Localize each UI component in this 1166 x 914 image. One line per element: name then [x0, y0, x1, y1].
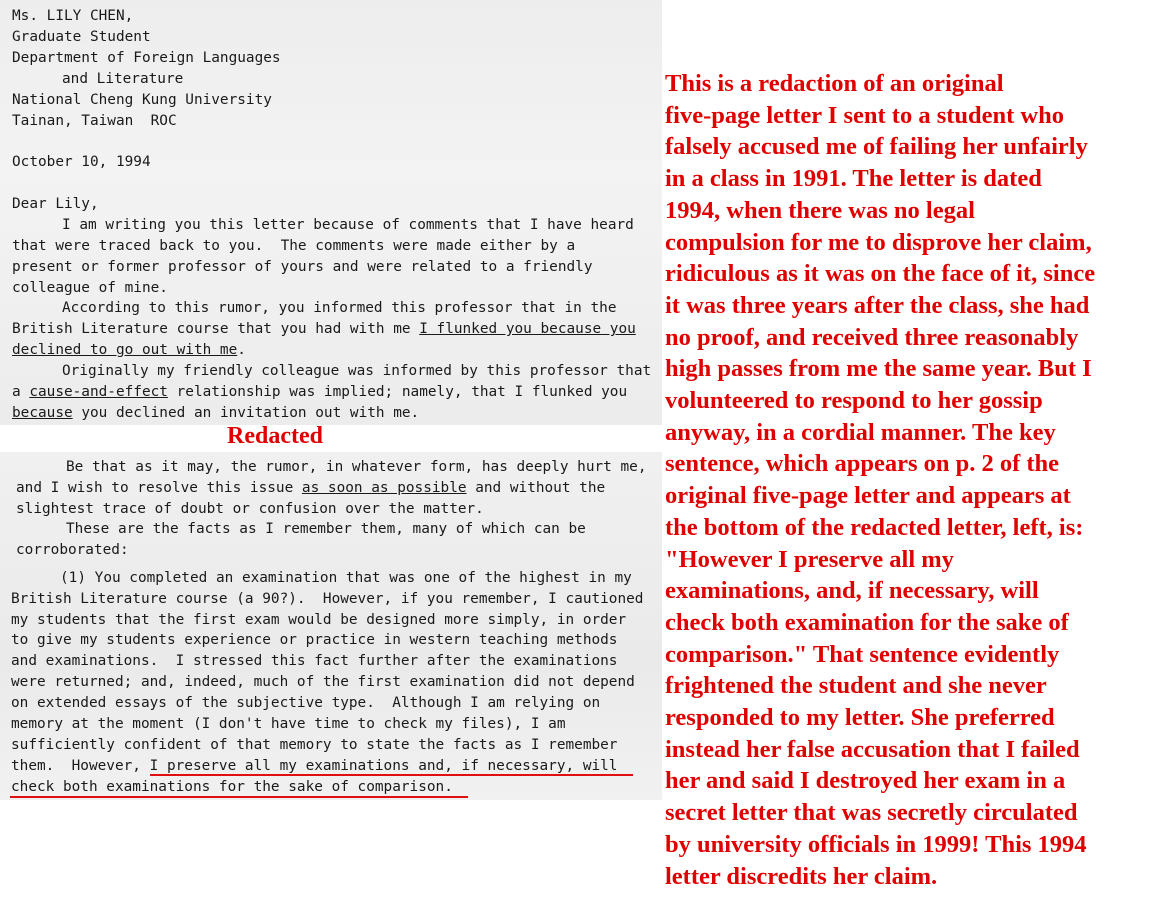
annotation-line: high passes from me the same year. But I: [665, 355, 1092, 383]
address-line: Graduate Student: [12, 29, 151, 45]
annotation-line: original five-page letter and appears at: [665, 482, 1071, 510]
letter-line: [12, 341, 246, 359]
annotation-line: anyway, in a cordial manner. The key: [665, 418, 1056, 446]
annotation-line: the bottom of the redacted letter, left, is:: [665, 513, 1084, 541]
text-run: and without the: [466, 480, 606, 496]
letter-line: slightest trace of doubt or confusion over the matter.: [16, 501, 484, 517]
underlined-text: as soon as possible: [301, 480, 467, 496]
letter-line: Be that as it may, the rumor, in whatever form, has deeply hurt me,: [66, 459, 647, 475]
annotation-line: no proof, and received three reasonably: [665, 323, 1079, 351]
letter-line: Originally my friendly colleague was informed by this professor that: [62, 363, 652, 379]
redacted-label: Redacted: [227, 423, 323, 449]
underlined-text: I flunked you because you: [419, 321, 636, 337]
annotation-line: "However I preserve all my: [665, 545, 954, 573]
salutation: Dear Lily,: [12, 196, 99, 212]
text-run: .: [237, 342, 246, 358]
key-sentence-line: [11, 757, 617, 775]
letter-line: memory at the moment (I don't have time to check my files), I am: [11, 716, 566, 732]
letter-line: were returned; and, indeed, much of the first examination did not depend: [11, 674, 635, 690]
letter-line: British Literature course (a 90?). However, if you remember, I cautioned: [11, 591, 644, 607]
address-line: Department of Foreign Languages: [12, 50, 281, 66]
letter-line: to give my students experience or practice in western teaching methods: [11, 632, 618, 648]
text-run: British Literature course that you had with me: [12, 321, 420, 337]
address-line: Tainan, Taiwan ROC: [12, 113, 177, 129]
letter-line: According to this rumor, you informed this professor that in the: [62, 300, 617, 316]
annotation-line: by university officials in 1999! This 1994: [665, 830, 1087, 858]
red-underline: [150, 774, 633, 776]
scanned-letter: [0, 0, 662, 800]
annotation-line: in a class in 1991. The letter is dated: [665, 165, 1042, 193]
text-run: you declined an invitation out with me.: [72, 405, 420, 421]
letter-line: that were traced back to you. The comments were made either by a: [12, 238, 576, 254]
annotation-line: sentence, which appears on p. 2 of the: [665, 450, 1060, 478]
letter-line: and examinations. I stressed this fact further after the examinations: [11, 653, 618, 669]
letter-line: my students that the first exam would be designed more simply, in order: [11, 612, 627, 628]
letter-line: [16, 479, 605, 497]
annotation-line: ridiculous as it was on the face of it, since: [665, 260, 1096, 288]
letter-line: These are the facts as I remember them, many of which can be: [66, 521, 586, 537]
annotation-line: her and said I destroyed her exam in a: [665, 767, 1066, 795]
letter-line: [12, 320, 636, 338]
annotation-line: check both examination for the sake of: [665, 608, 1069, 636]
annotation-line: frightened the student and she never: [665, 672, 1047, 700]
annotation-line: falsely accused me of failing her unfairly: [665, 133, 1088, 161]
key-sentence-line: check both examinations for the sake of comparison.: [11, 779, 453, 795]
underlined-text: declined to go out with me: [12, 342, 238, 358]
annotation-line: comparison." That sentence evidently: [665, 640, 1060, 668]
annotation-line: volunteered to respond to her gossip: [665, 387, 1043, 415]
highlighted-text: I preserve all my examinations and, if necessary, will: [149, 758, 618, 774]
annotation-line: examinations, and, if necessary, will: [665, 577, 1039, 605]
annotation-line: compulsion for me to disprove her claim,: [665, 228, 1092, 256]
address-line: Ms. LILY CHEN,: [12, 8, 134, 24]
letter-date: October 10, 1994: [12, 154, 151, 170]
annotation-line: letter discredits her claim.: [665, 862, 938, 890]
address-line: and Literature: [62, 71, 184, 87]
annotation-line: it was three years after the class, she had: [665, 291, 1090, 319]
annotation-line: five-page letter I sent to a student who: [665, 101, 1064, 129]
letter-line: on extended essays of the subjective type. Although I am relying on: [11, 695, 601, 711]
letter-line: I am writing you this letter because of comments that I have heard: [62, 217, 634, 233]
red-underline: [10, 796, 468, 798]
text-run: and I wish to resolve this issue: [16, 480, 302, 496]
underlined-text: cause-and-effect: [29, 384, 168, 400]
letter-line: (1) You completed an examination that was one of the highest in my: [60, 570, 632, 586]
letter-line: colleague of mine.: [12, 280, 168, 296]
text-run: a: [12, 384, 30, 400]
address-line: National Cheng Kung University: [12, 92, 272, 108]
letter-line: corroborated:: [16, 542, 129, 558]
annotation-line: responded to my letter. She preferred: [665, 704, 1055, 732]
annotation-line: secret letter that was secretly circulated: [665, 799, 1078, 827]
annotation-line: This is a redaction of an original: [665, 70, 1004, 97]
annotation-text: [665, 68, 1165, 892]
annotation-line: 1994, when there was no legal: [665, 196, 975, 224]
letter-line: sufficiently confident of that memory to state the facts as I remember: [11, 737, 618, 753]
redacted-band: [0, 425, 662, 452]
underlined-text: because: [12, 405, 73, 421]
text-run: relationship was implied; namely, that I flunked you: [167, 384, 628, 400]
letter-line: present or former professor of yours and were related to a friendly: [12, 259, 593, 275]
text-run: them. However,: [11, 758, 150, 774]
annotation-line: instead her false accusation that I failed: [665, 735, 1080, 763]
letter-line: [12, 404, 419, 422]
letter-line: [12, 383, 627, 401]
